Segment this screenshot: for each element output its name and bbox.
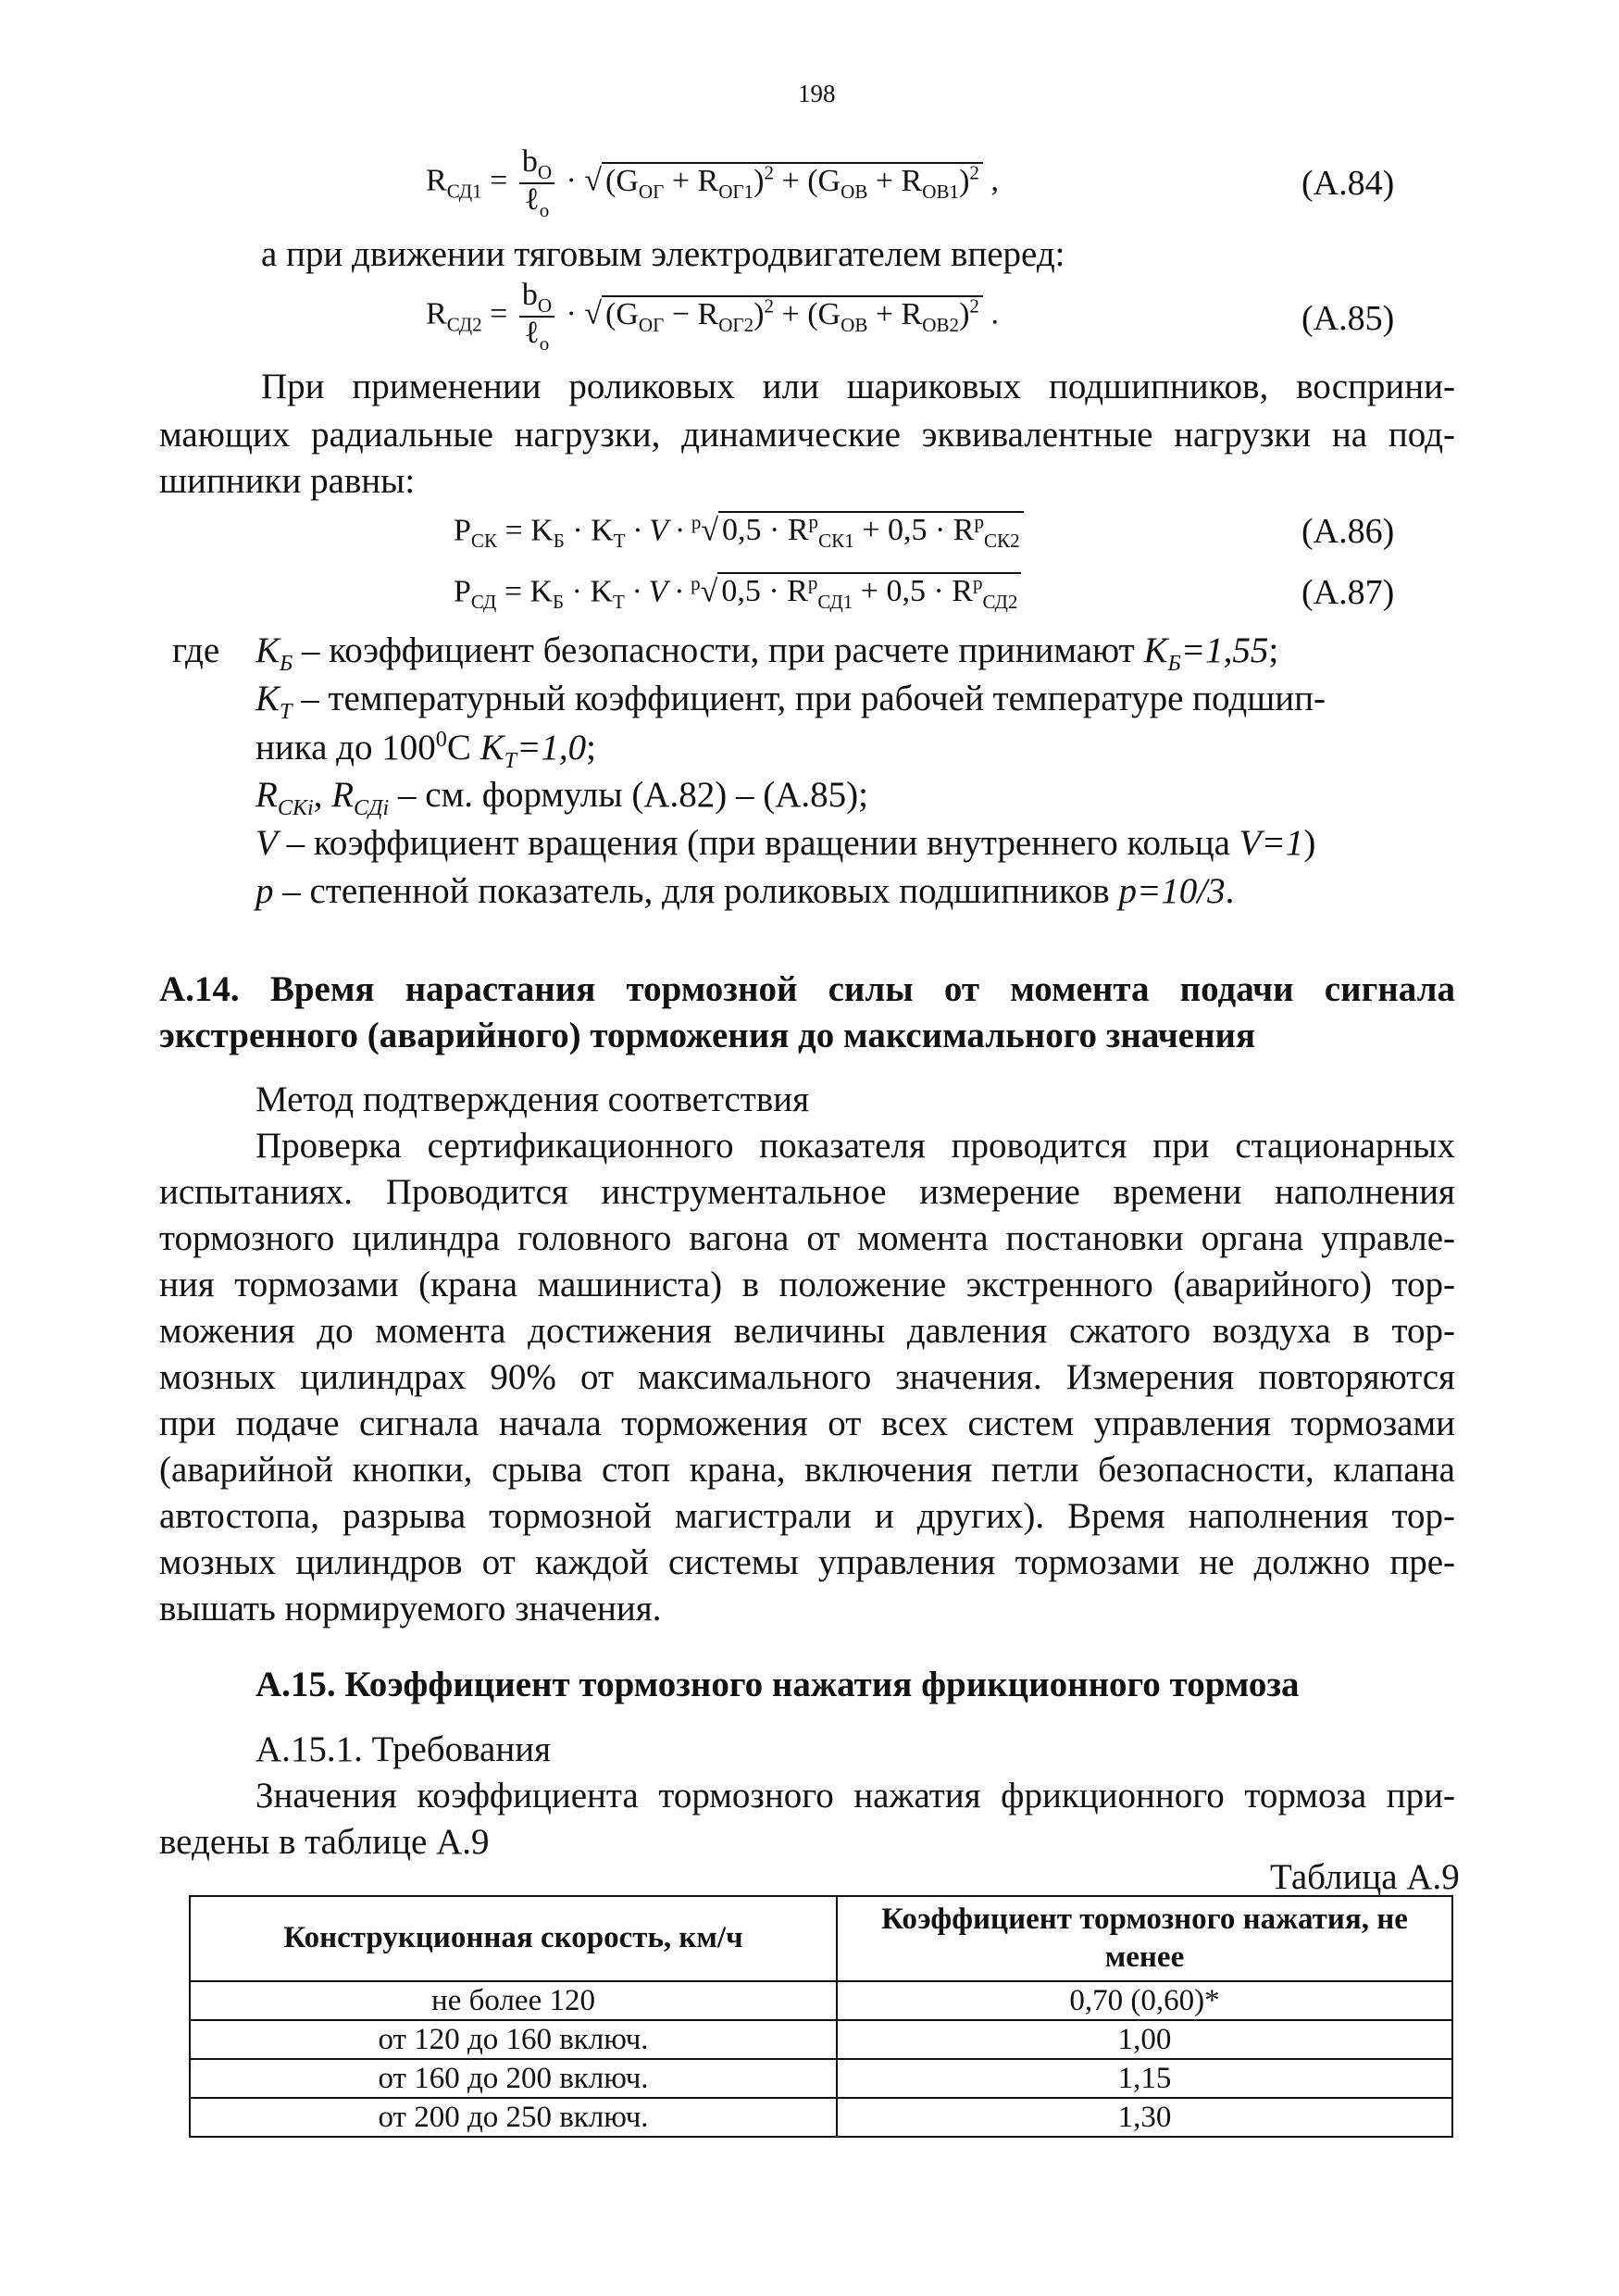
para2-line-9: автостопа, разрыва тормозной магистрали и других). Время наполнения тор-	[159, 1496, 1455, 1536]
formula-number-a86: (А.86)	[1301, 512, 1395, 551]
table-cell-coefficient: 1,30	[837, 2098, 1452, 2137]
para2-line-10: мозных цилиндров от каждой системы управления тормозами не должно пре-	[159, 1542, 1455, 1582]
para3-line-1: Значения коэффициента тормозного нажатия фрикционного тормоза при-	[255, 1776, 1455, 1816]
para2-line-11: вышать нормируемого значения.	[159, 1589, 662, 1628]
formula-a87: $P_{СД} = K_Б \cdot K_Т \cdot V \cdot ^p√$ $0,5 \cdot R^p_{СД1} + 0,5 \cdot R^p_{СД2}$	[454, 572, 1021, 614]
section-a14-title-line-1: А.14. Время нарастания тормозной силы от момента подачи сигнала	[159, 969, 1455, 1009]
table-cell-speed: от 160 до 200 включ.	[190, 2059, 837, 2098]
where-v: V – коэффициент вращения (при вращении внутреннего кольца V=1)	[255, 823, 1316, 863]
para2-line-6: мозных цилиндрах 90% от максимального значения. Измерения повторяются	[159, 1357, 1455, 1397]
subsection-a151: А.15.1. Требования	[255, 1729, 552, 1769]
table-a9	[189, 1895, 1453, 2138]
where-kt: $K_Т$ – температурный коэффициент, при рабочей температуре подшип-	[255, 679, 1326, 724]
para1-line-2: мающих радиальные нагрузки, динамические эквивалентные нагрузки на под-	[159, 415, 1455, 455]
para1-line-3: шипники равны:	[159, 461, 416, 501]
table-cell-speed: от 200 до 250 включ.	[190, 2098, 837, 2137]
table-caption: Таблица А.9	[1270, 1857, 1460, 1897]
para2-line-2: испытаниях. Проводится инструментальное измерение времени наполнения	[159, 1172, 1455, 1212]
formula-number-a85: (А.85)	[1301, 299, 1395, 338]
table-cell-speed: не более 120	[190, 1981, 837, 2020]
table-header-speed: Конструкционная скорость, км/ч	[190, 1896, 837, 1981]
table-row	[190, 2059, 1452, 2098]
where-kb: $K_Б$ – коэффициент безопасности, при расчете принимают $K_Б=1,55$;	[255, 630, 1279, 676]
formula-a86: $P_{СК} = K_Б \cdot K_Т \cdot V \cdot ^p√$ $0,5 \cdot R^p_{СК1} + 0,5 \cdot R^p_{СК2}$	[454, 511, 1024, 553]
text-forward: а при движении тяговым электродвигателем вперед:	[261, 234, 1065, 274]
para2-line-3: тормозного цилиндра головного вагона от момента постановки органа управле-	[159, 1218, 1455, 1258]
where-label: где	[172, 630, 220, 670]
formula-a85: $R_{СД2}$ = $\frac{b_O}{\ell_o}$ · √ $(G_{ОГ} - R_{ОГ2})^2 + (G_{ОВ} + R_{ОВ2})^2$ .	[426, 278, 999, 355]
para2-line-7: при подаче сигнала начала торможения от всех систем управления тормозами	[159, 1404, 1455, 1443]
table-row	[190, 1981, 1452, 2020]
para3-line-2: ведены в таблице А.9	[159, 1822, 490, 1862]
method-label: Метод подтверждения соответствия	[255, 1079, 810, 1119]
formula-number-a87: (А.87)	[1301, 573, 1395, 612]
table-header-coefficient: Коэффициент тормозного нажатия, не менее	[837, 1896, 1452, 1981]
para1-line-1: При применении роликовых или шариковых подшипников, восприни-	[261, 367, 1455, 406]
formula-a84: $R_{СД1}$ = $\frac{b_O}{\ell_o}$ · √ $(G_{ОГ} + R_{ОГ1})^2 + (G_{ОВ} + R_{ОВ1})^2$ ,	[426, 144, 999, 221]
where-kt-cont: ника до $100^0С$ $K_Т=1,0$;	[255, 727, 597, 773]
section-a14-title-line-2: экстренного (аварийного) торможения до максимального значения	[159, 1016, 1256, 1055]
page-number: 198	[798, 80, 836, 107]
where-p: p – степенной показатель, для роликовых подшипников p=10/3.	[255, 871, 1235, 911]
where-r: $R_{СКi}$, $R_{СДi}$ – см. формулы (А.82) – (А.85);	[255, 775, 868, 820]
table-cell-coefficient: 1,15	[837, 2059, 1452, 2098]
table-cell-speed: от 120 до 160 включ.	[190, 2020, 837, 2059]
table-cell-coefficient: 0,70 (0,60)*	[837, 1981, 1452, 2020]
formula-number-a84: (А.84)	[1301, 164, 1395, 203]
section-a15-title: А.15. Коэффициент тормозного нажатия фрикционного тормоза	[255, 1665, 1300, 1704]
para2-line-8: (аварийной кнопки, срыва стоп крана, включения петли безопасности, клапана	[159, 1450, 1455, 1490]
table-cell-coefficient: 1,00	[837, 2020, 1452, 2059]
table-row	[190, 2098, 1452, 2137]
para2-line-1: Проверка сертификационного показателя проводится при стационарных	[255, 1126, 1455, 1166]
para2-line-5: можения до момента достижения величины давления сжатого воздуха в тор-	[159, 1311, 1455, 1351]
para2-line-4: ния тормозами (крана машиниста) в положение экстренного (аварийного) тор-	[159, 1265, 1455, 1304]
table-header-row	[190, 1896, 1452, 1981]
table-row	[190, 2020, 1452, 2059]
